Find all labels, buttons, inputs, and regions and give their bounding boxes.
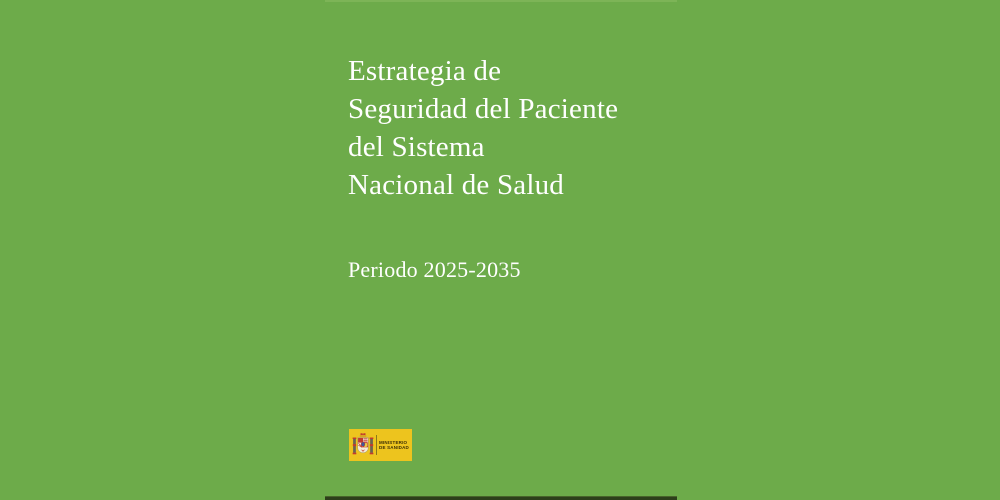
page-title — [348, 52, 618, 204]
title-line-1: Estrategia de — [348, 55, 502, 87]
title-line-2: Seguridad del Paciente — [348, 93, 619, 125]
ministry-name — [379, 440, 409, 451]
spain-coat-of-arms-icon — [352, 432, 374, 459]
logo-divider — [376, 435, 377, 455]
ministry-name-line2: DE SANIDAD — [379, 445, 410, 450]
bottom-page-edge-bar — [325, 496, 677, 500]
ministry-logo — [349, 429, 412, 461]
title-line-4: Nacional de Salud — [348, 169, 565, 201]
period-text: Periodo 2025-2035 — [348, 257, 521, 282]
ministry-name-line1: MINISTERIO — [379, 439, 408, 445]
title-line-3: del Sistema — [348, 131, 485, 163]
top-page-edge-line — [325, 0, 677, 2]
